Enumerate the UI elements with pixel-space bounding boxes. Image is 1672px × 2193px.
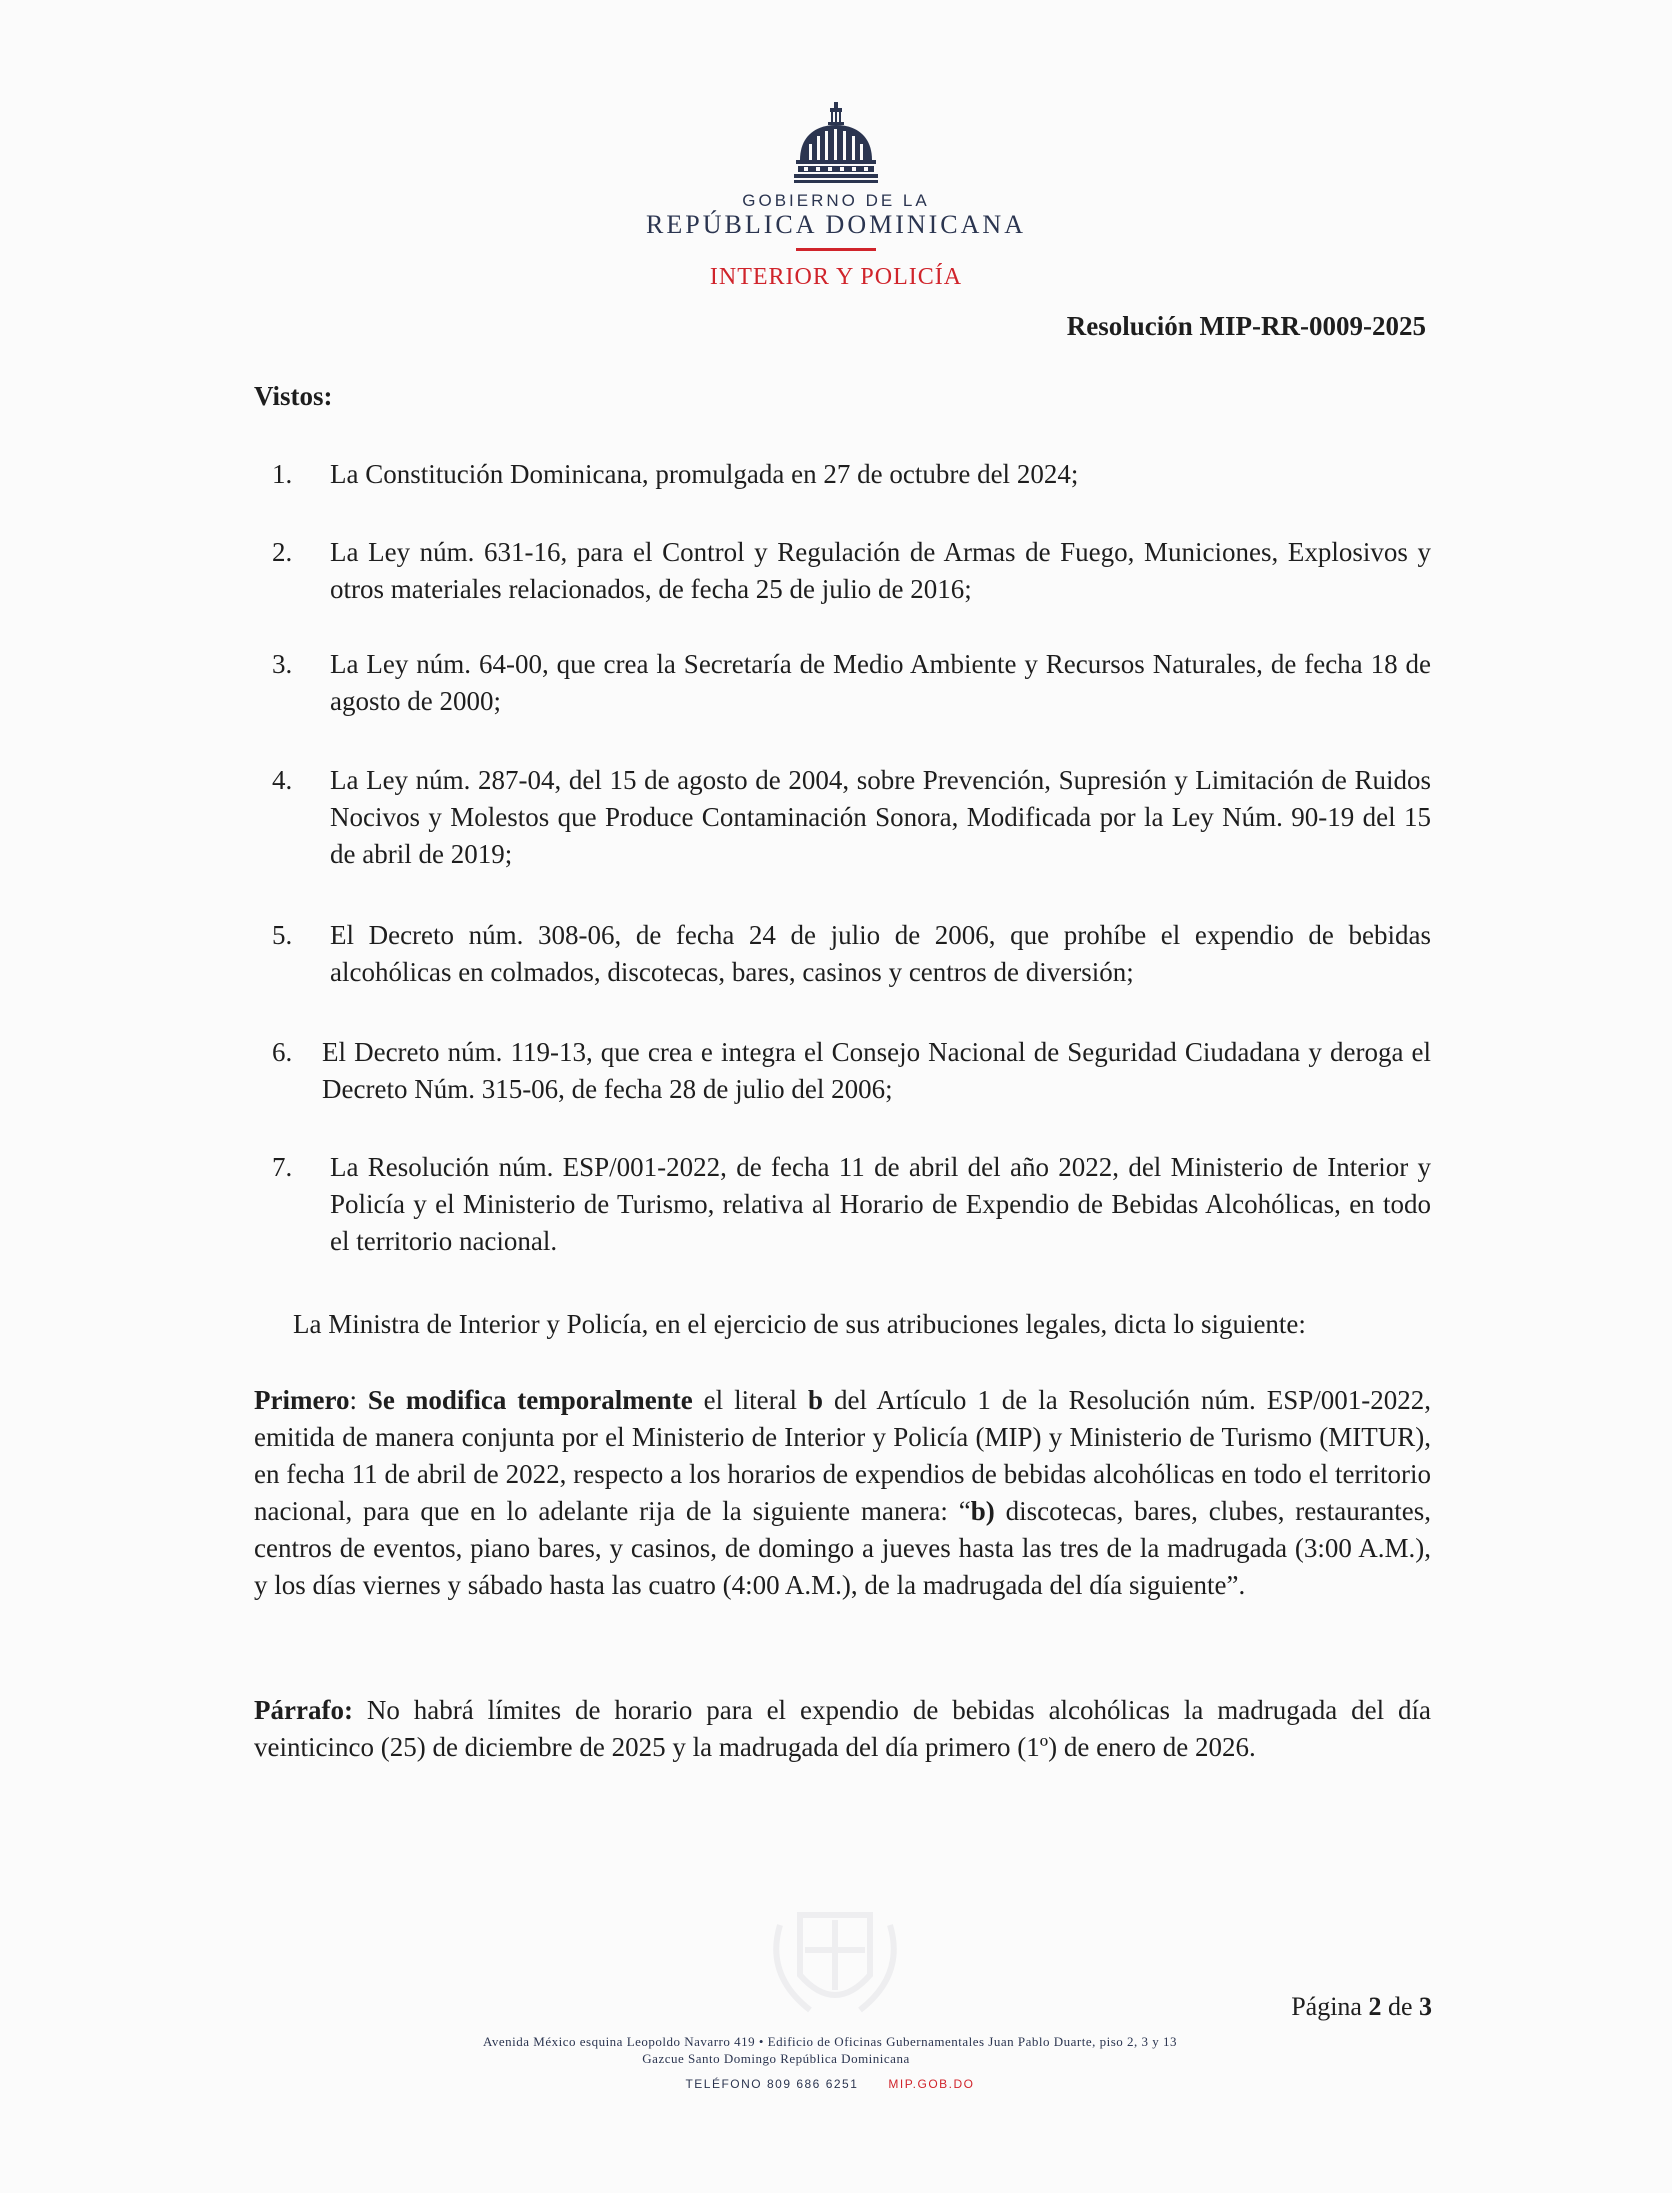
footer-address-line2: Gazcue Santo Domingo República Dominicana bbox=[642, 2051, 910, 2066]
page-prefix: Página bbox=[1291, 1992, 1369, 2021]
item-text: La Ley núm. 64-00, que crea la Secretaría de Medio Ambiente y Recursos Naturales, de fecha 18 de agosto de 2000; bbox=[330, 649, 1431, 716]
vistos-heading: Vistos: bbox=[254, 381, 333, 411]
primero-colon: : bbox=[349, 1385, 368, 1415]
item-number: 5. bbox=[272, 920, 293, 950]
parrafo-paragraph bbox=[254, 1692, 1431, 1766]
footer-address-line1: Avenida México esquina Leopoldo Navarro 419 • Edificio de Oficinas Gubernamentales Juan Pablo Duarte, piso 2, 3 y 13 bbox=[482, 2034, 1178, 2049]
primero-literal: b bbox=[808, 1385, 824, 1415]
capitol-dome-logo bbox=[790, 100, 882, 188]
item-text: La Constitución Dominicana, promulgada en 27 de octubre del 2024; bbox=[330, 459, 1079, 489]
item-text: La Resolución núm. ESP/001-2022, de fecha 11 de abril del año 2022, del Ministerio de Interior y Policía y el Ministerio de Turismo, relativa al Horario de Expendio de Bebidas Alcohólicas, en todo el territorio nacional. bbox=[330, 1152, 1431, 1256]
parrafo-label: Párrafo: bbox=[254, 1695, 353, 1725]
ministry-heading: INTERIOR Y POLICÍA bbox=[709, 264, 963, 290]
item-text: El Decreto núm. 308-06, de fecha 24 de julio de 2006, que prohíbe el expendio de bebidas alcohólicas en colmados, discotecas, bares, casinos y centros de diversión; bbox=[330, 920, 1431, 987]
primero-bold-phrase: Se modifica temporalmente bbox=[367, 1385, 693, 1415]
page-number bbox=[1291, 1992, 1432, 2022]
item-number: 2. bbox=[272, 537, 293, 567]
item-text: La Ley núm. 631-16, para el Control y Regulación de Armas de Fuego, Municiones, Explosivos y otros materiales relacionados, de fecha 25 de julio de 2016; bbox=[330, 537, 1431, 604]
resolution-number: Resolución MIP-RR-0009-2025 bbox=[1066, 311, 1426, 341]
item-number: 4. bbox=[272, 765, 293, 795]
page-current: 2 bbox=[1368, 1992, 1382, 2021]
item-number: 1. bbox=[272, 459, 293, 489]
item-text: La Ley núm. 287-04, del 15 de agosto de 2004, sobre Prevención, Supresión y Limitación de Ruidos Nocivos y Molestos que Produce Contaminación Sonora, Modificada por la Ley Núm. 90-19 del 15 de abril de 2019; bbox=[330, 765, 1431, 869]
gov-small-heading: GOBIERNO DE LA bbox=[742, 191, 930, 210]
intro-paragraph: La Ministra de Interior y Policía, en el ejercicio de sus atribuciones legales, dicta lo siguiente: bbox=[293, 1309, 1306, 1339]
primero-paragraph bbox=[254, 1382, 1431, 1604]
footer-website: MIP.GOB.DO bbox=[888, 2077, 975, 2091]
page-middle: de bbox=[1381, 1992, 1419, 2021]
primero-text-b: del Artículo 1 de la Resolución núm. ESP/001-2022, emitida de manera conjunta por el Ministerio de Interior y Policía (MIP) y Ministerio de Turismo (MITUR), en fecha 11 de abril de 2022, respecto a los horarios de expendios de bebidas alcohólicas en todo el territorio nacional, para que en lo adelante rija de la siguiente manera: “ bbox=[254, 1385, 1432, 1526]
footer-phone: TELÉFONO 809 686 6251 bbox=[685, 2077, 859, 2091]
primero-text-a: el literal bbox=[692, 1385, 808, 1415]
primero-text-c: discotecas, bares, clubes, restaurantes, centros de eventos, piano bares, y casinos, de domingo a jueves hasta las tres de la madrugada (3:00 A.M.), y los días viernes y sábado hasta las cuatro (4:00 A.M.), de la madrugada del día siguiente”. bbox=[254, 1496, 1431, 1600]
item-number: 7. bbox=[272, 1152, 293, 1182]
page-total: 3 bbox=[1419, 1992, 1432, 2021]
gov-big-heading: REPÚBLICA DOMINICANA bbox=[646, 210, 1026, 239]
coat-of-arms-watermark bbox=[760, 1895, 910, 2025]
item-number: 6. bbox=[272, 1037, 293, 1067]
primero-label: Primero bbox=[254, 1385, 350, 1415]
red-divider bbox=[796, 248, 876, 251]
parrafo-text: No habrá límites de horario para el expendio de bebidas alcohólicas la madrugada del día veinticinco (25) de diciembre de 2025 y la madrugada del día primero (1º) de enero de 2026. bbox=[254, 1695, 1431, 1762]
item-number: 3. bbox=[272, 649, 293, 679]
item-text: El Decreto núm. 119-13, que crea e integra el Consejo Nacional de Seguridad Ciudadana y deroga el Decreto Núm. 315-06, de fecha 28 de julio del 2006; bbox=[322, 1037, 1431, 1104]
footer-contact bbox=[0, 2077, 1666, 2091]
primero-literal-quote: b) bbox=[970, 1496, 995, 1526]
